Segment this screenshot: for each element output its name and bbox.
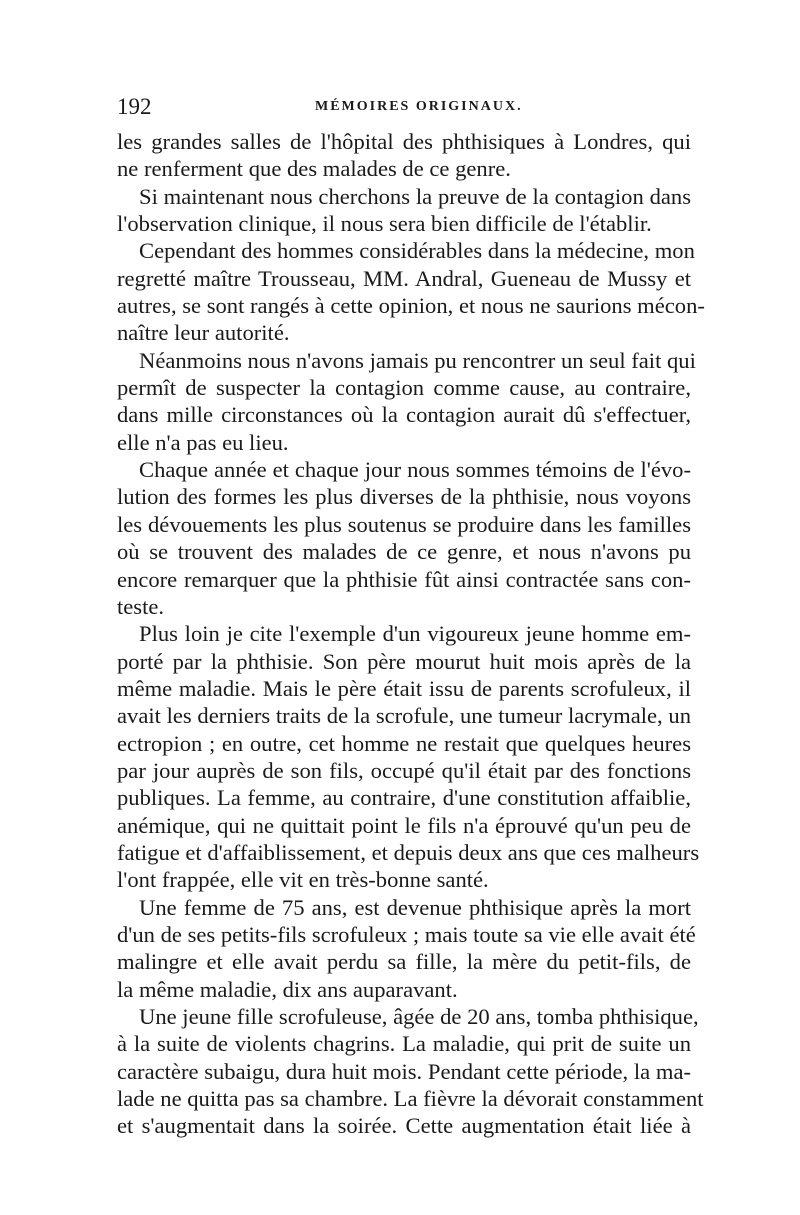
text-line: l'ont frappée, elle vit en très-bonne santé. (117, 867, 489, 893)
text-line: Une femme de 75 ans, est devenue phthisique après la mort (139, 894, 691, 920)
text-line: d'un de ses petits-fils scrofuleux ; mais toute sa vie elle avait été (117, 921, 696, 947)
text-line: avait les derniers traits de la scrofule, une tumeur lacrymale, un (117, 703, 691, 729)
paragraph (117, 183, 691, 238)
text-line: même maladie. Mais le père était issu de parents scrofuleux, il (117, 675, 691, 701)
paragraph (117, 128, 691, 183)
text-line: anémique, qui ne quittait point le fils n'a éprouvé qu'un peu de (117, 812, 691, 838)
text-line: par jour auprès de son fils, occupé qu'il était par des fonctions (117, 757, 691, 783)
text-line: caractère subaigu, dura huit mois. Pendant cette période, la ma- (117, 1058, 691, 1084)
paragraph (117, 620, 700, 893)
text-line: publiques. La femme, au contraire, d'une constitution affaiblie, (117, 785, 691, 811)
text-line: les dévouements les plus soutenus se produire dans les familles (117, 511, 691, 537)
text-line: les grandes salles de l'hôpital des phthisiques à Londres, qui (117, 129, 691, 154)
text-line: malingre et elle avait perdu sa fille, la mère du petit-fils, de (117, 949, 691, 975)
text-line: Si maintenant nous cherchons la preuve de la contagion dans (139, 183, 691, 209)
paragraph (117, 237, 705, 346)
text-line: lade ne quitta pas sa chambre. La fièvre la dévorait constamment (117, 1086, 704, 1112)
text-line: Néanmoins nous n'avons jamais pu rencontrer un seul fait qui (139, 347, 696, 373)
text-line: naître leur autorité. (117, 320, 290, 346)
running-header (117, 94, 691, 124)
text-line: encore remarquer que la phthisie fût ainsi contractée sans con- (117, 566, 691, 592)
text-line: Chaque année et chaque jour nous sommes témoins de l'évo- (139, 457, 691, 483)
text-line: elle n'a pas eu lieu. (117, 429, 289, 455)
text-line: la même maladie, dix ans auparavant. (117, 976, 458, 1002)
text-line: fatigue et d'affaiblissement, et depuis deux ans que ces malheurs (117, 839, 700, 865)
text-line: dans mille circonstances où la contagion aurait dû s'effectuer, (117, 402, 691, 428)
text-line: l'observation clinique, il nous sera bien difficile de l'établir. (117, 211, 652, 237)
text-line: porté par la phthisie. Son père mourut huit mois après de la (117, 648, 691, 674)
text-line: lution des formes les plus diverses de la phthisie, nous voyons (117, 484, 691, 510)
text-line: et s'augmentait dans la soirée. Cette augmentation était liée à (117, 1113, 691, 1139)
text-line: ectropion ; en outre, cet homme ne restait que quelques heures (117, 730, 691, 756)
paragraph (117, 456, 691, 620)
page-number: 192 (117, 94, 152, 119)
text-line: à la suite de violents chagrins. La maladie, qui prit de suite un (117, 1031, 691, 1057)
body-text (117, 128, 705, 1140)
text-line: où se trouvent des malades de ce genre, et nous n'avons pu (117, 539, 691, 565)
text-line: permît de suspecter la contagion comme cause, au contraire, (117, 375, 691, 401)
text-line: ne renferment que des malades de ce genre. (117, 156, 511, 182)
text-line: Plus loin je cite l'exemple d'un vigoureux jeune homme em- (139, 621, 691, 647)
text-line: Une jeune fille scrofuleuse, âgée de 20 ans, tomba phthisique, (139, 1004, 699, 1029)
running-title: MÉMOIRES ORIGINAUX. (315, 99, 523, 114)
text-line: teste. (117, 593, 165, 619)
text-line: autres, se sont rangés à cette opinion, et nous ne saurions mécon- (117, 293, 705, 319)
paragraph (117, 347, 696, 456)
paragraph (117, 1003, 704, 1140)
text-line: Cependant des hommes considérables dans la médecine, mon (139, 238, 695, 264)
text-line: regretté maître Trousseau, MM. Andral, Gueneau de Mussy et (117, 265, 691, 291)
paragraph (117, 894, 696, 1003)
